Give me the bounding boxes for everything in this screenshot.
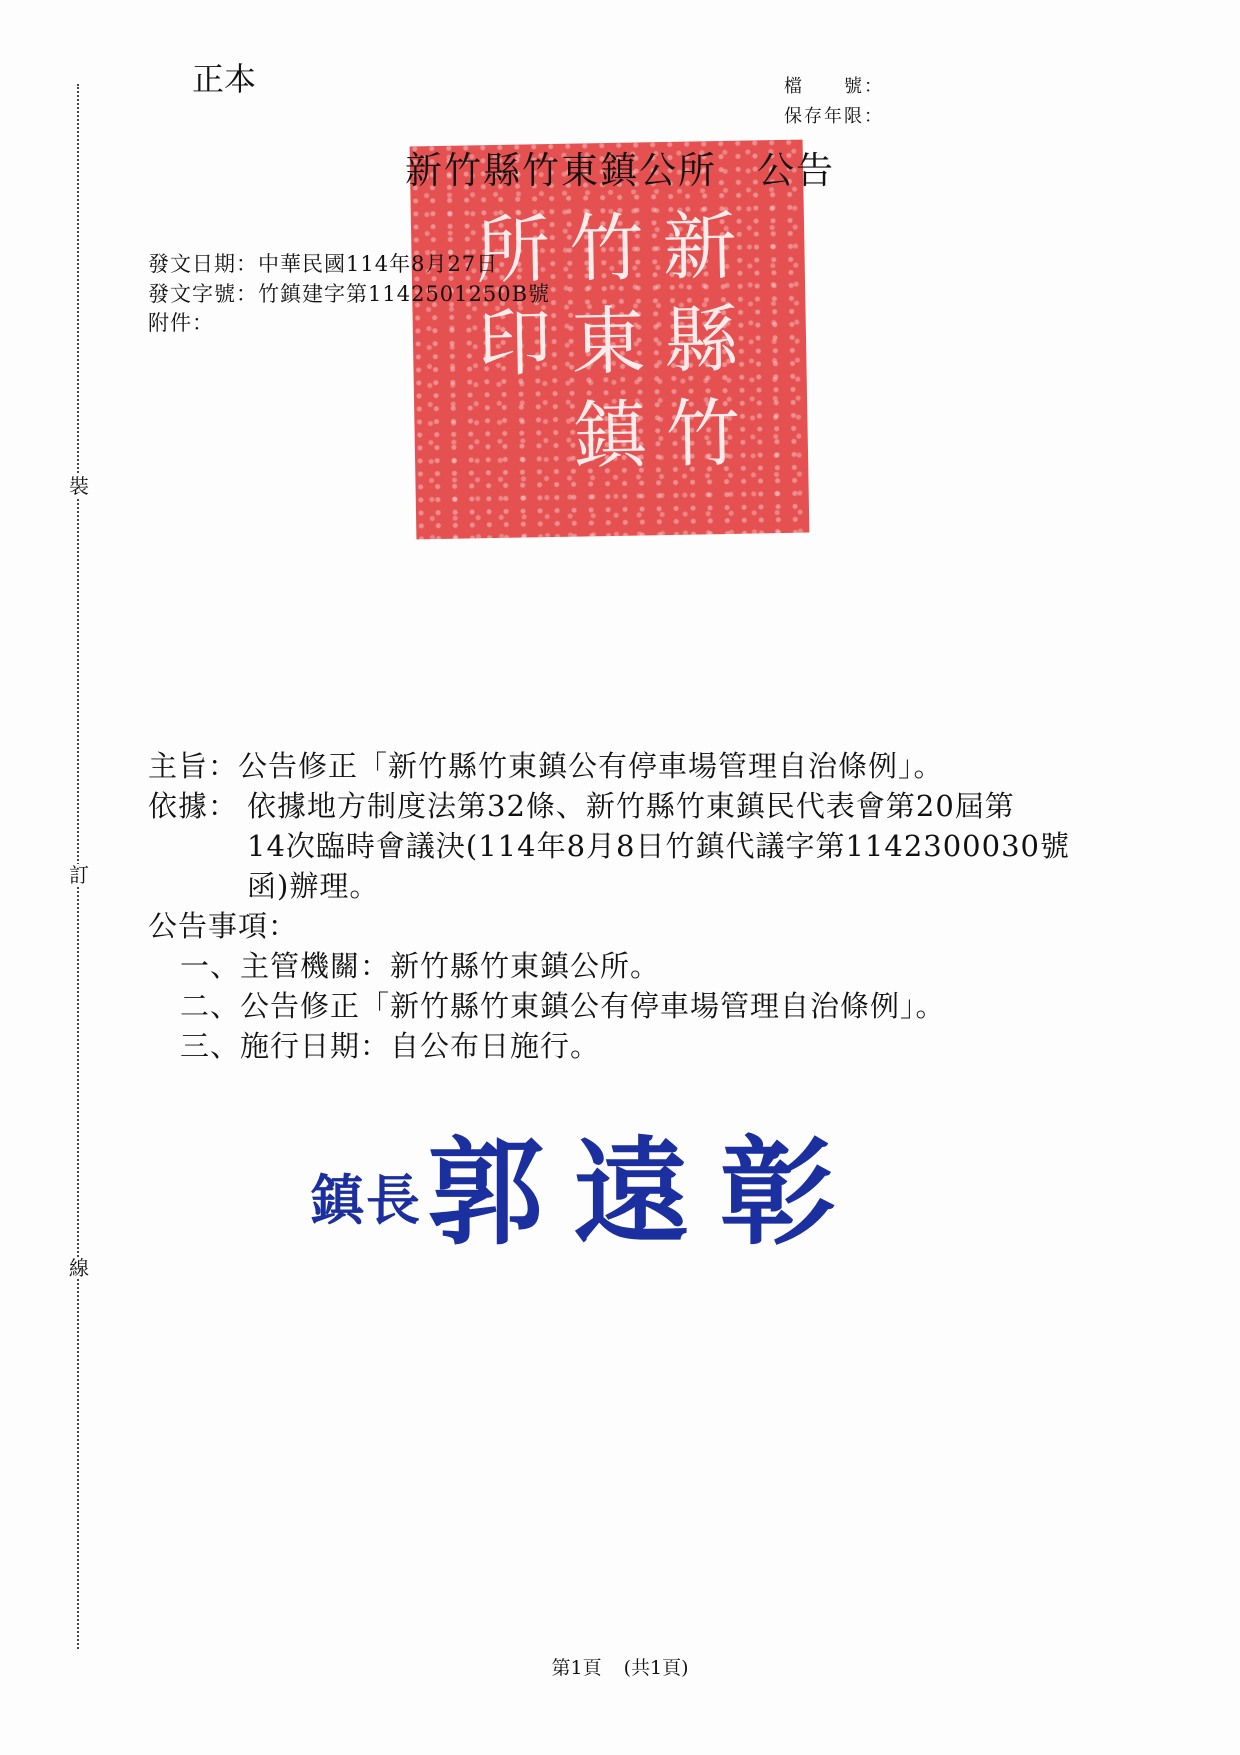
issue-date: 發文日期：中華民國114年8月27日 (148, 252, 499, 276)
announcement-item: 三、施行日期：自公布日施行。 (180, 1029, 601, 1063)
basis-line-2: 14次臨時會議決(114年8月8日竹鎮代議字第1142300030號 (247, 829, 1070, 863)
issue-number: 發文字號：竹鎮建字第1142501250B號 (148, 282, 551, 306)
official-seal (410, 140, 810, 540)
seal-glyph: 竹 (568, 205, 645, 293)
announcement-item: 一、主管機關：新竹縣竹東鎮公所。 (180, 949, 661, 983)
basis-label: 依據： (148, 789, 239, 823)
basis-line-1: 依據地方制度法第32條、新竹縣竹東鎮民代表會第20屆第 (247, 789, 1015, 823)
signature-title: 鎮長 (310, 1168, 422, 1232)
retention-period-label: 保存年限： (784, 106, 884, 127)
file-number-label: 檔 號： (784, 76, 884, 97)
page-footer (0, 1653, 1240, 1680)
signature-name: 郭遠彰 (427, 1125, 866, 1261)
binding-char-ding: 訂 (69, 863, 89, 887)
seal-glyph (469, 390, 564, 485)
seal-glyph: 東 (570, 298, 646, 386)
title-organization: 新竹縣竹東鎮公所 (405, 149, 717, 192)
binding-char-xian: 線 (69, 1256, 89, 1280)
binding-char-zhuang: 裝 (69, 474, 89, 498)
subject-label: 主旨： (148, 749, 239, 783)
page-number: 第1頁 (551, 1657, 602, 1679)
mayor-signature (310, 1100, 866, 1267)
page-total: (共1頁) (623, 1657, 689, 1679)
items-label: 公告事項： (148, 909, 299, 943)
subject-text: 公告修正「新竹縣竹東鎮公有停車場管理自治條例」。 (238, 749, 944, 783)
document-title (0, 140, 1240, 194)
title-doc-type: 公告 (757, 149, 835, 192)
seal-glyph: 鎮 (571, 392, 648, 480)
seal-glyph: 竹 (665, 390, 741, 478)
attachment-label: 附件： (148, 311, 214, 335)
basis-line-3: 函)辦理。 (247, 869, 380, 903)
copy-mark: 正本 (192, 60, 257, 98)
subject-row (148, 746, 944, 786)
seal-glyph: 新 (661, 203, 738, 292)
seal-glyph: 印 (476, 300, 553, 388)
seal-glyph: 所 (475, 207, 551, 295)
announcement-item: 二、公告修正「新竹縣竹東鎮公有停車場管理自治條例」。 (180, 989, 946, 1023)
seal-glyph: 縣 (663, 297, 740, 385)
